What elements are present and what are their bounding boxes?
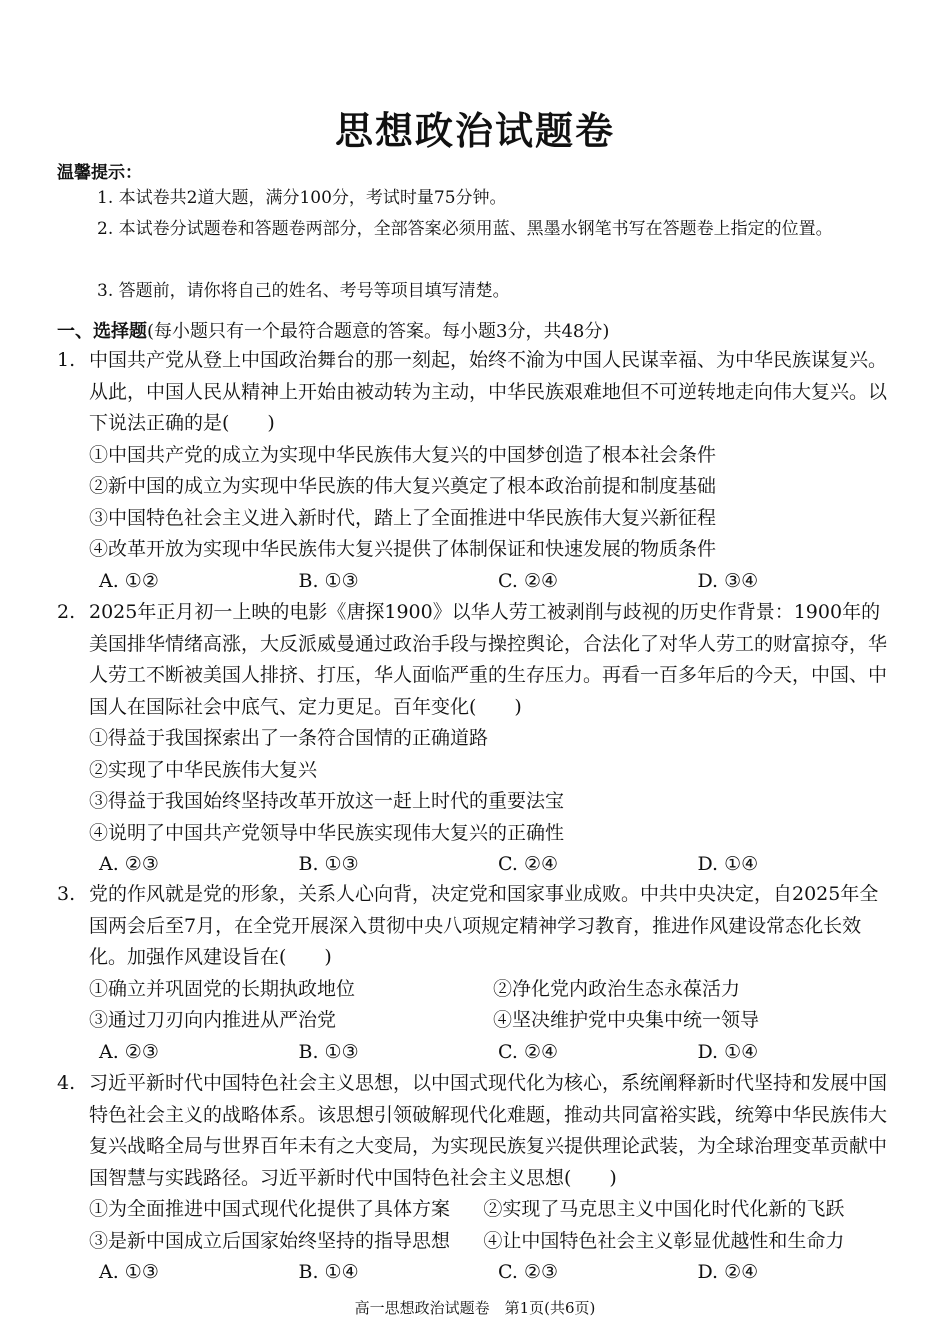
answer-choices (57, 1257, 897, 1289)
statement-2: ②净化党内政治生态永葆活力 (493, 977, 741, 1000)
choice-b[interactable]: B. ①③ (298, 569, 359, 592)
statement-1: ①确立并巩固党的长期执政地位 (89, 977, 356, 1000)
statement-row (57, 1005, 897, 1037)
choice-a[interactable]: A. ②③ (99, 1040, 159, 1063)
statement-1: ①中国共产党的成立为实现中华民族伟大复兴的中国梦创造了根本社会条件 (89, 443, 717, 466)
answer-choices (57, 849, 897, 881)
statement-2: ②实现了中华民族伟大复兴 (89, 758, 318, 781)
choice-a[interactable]: A. ②③ (99, 853, 159, 875)
statement-4: ④说明了中国共产党领导中华民族实现伟大复兴的正确性 (89, 821, 565, 844)
question-stem: 2025年正月初一上映的电影《唐探1900》以华人劳工被剥削与歧视的历史作背景：1900年的美国排华情绪高涨，大反派威曼通过政治手段与操控舆论，合法化了对华人劳工的财富掠夺，华人劳工不断被美国人排挤、打压，华人面临严重的生存压力。再看一百多年后的今天，中国、中国人在国际社会中底气、定力更足。百年变化( ) (89, 601, 888, 718)
statement-2: ②实现了马克思主义中国化时代化新的飞跃 (483, 1198, 845, 1220)
question-number: 2. (57, 601, 76, 623)
question-1 (57, 345, 897, 597)
statement-row (57, 1194, 897, 1226)
choice-c[interactable]: C. ②④ (498, 853, 559, 875)
question-stem: 党的作风就是党的形象，关系人心向背，决定党和国家事业成败。中共中央决定，自2025年全国两会后至7月，在全党开展深入贯彻中央八项规定精神学习教育，推进作风建设常态化长效化。加强作风建设旨在( ) (89, 883, 879, 968)
statement-4: ④坚决维护党中央集中统一领导 (493, 1009, 760, 1031)
section-note: (每小题只有一个最符合题意的答案。每小题3分，共48分) (147, 321, 610, 342)
tip-item: 3. 答题前，请你将自己的姓名、考号等项目填写清楚。 (97, 281, 510, 301)
statement-3: ③得益于我国始终坚持改革开放这一赶上时代的重要法宝 (89, 790, 565, 812)
statement-1: ①得益于我国探索出了一条符合国情的正确道路 (89, 727, 489, 749)
statement-3: ③中国特色社会主义进入新时代，踏上了全面推进中华民族伟大复兴新征程 (89, 506, 717, 529)
statement-3: ③通过刀刃向内推进从严治党 (89, 1009, 337, 1031)
question-2 (57, 597, 897, 881)
choice-a[interactable]: A. ①② (99, 569, 159, 592)
tip-item: 1. 本试卷共2道大题，满分100分，考试时量75分钟。 (97, 188, 507, 208)
question-stem: 中国共产党从登上中国政治舞台的那一刻起，始终不渝为中国人民谋幸福、为中华民族谋复兴。从此，中国人民从精神上开始由被动转为主动，中华民族艰难地但不可逆转地走向伟大复兴。以下说法正确的是( ) (89, 349, 888, 434)
question-stem: 习近平新时代中国特色社会主义思想，以中国式现代化为核心，系统阐释新时代坚持和发展中国特色社会主义的战略体系。该思想引领破解现代化难题，推动共同富裕实践，统筹中华民族伟大复兴战略全局与世界百年未有之大变局，为实现民族复兴提供理论武装，为全球治理变革贡献中国智慧与实践路径。习近平新时代中国特色社会主义思想( ) (89, 1072, 888, 1189)
answer-choices (57, 1037, 897, 1069)
tip-item: 2. 本试卷分试题卷和答题卷两部分，全部答案必须用蓝、黑墨水钢笔书写在答题卷上指定的位置。 (97, 219, 833, 239)
tips-heading: 温馨提示： (57, 163, 142, 183)
choice-b[interactable]: B. ①④ (298, 1261, 359, 1283)
section-heading (57, 317, 609, 343)
question-number: 3. (57, 883, 76, 905)
statement-row (57, 1226, 897, 1258)
question-3 (57, 879, 897, 1068)
question-number: 4. (57, 1072, 76, 1094)
choice-c[interactable]: C. ②③ (498, 1261, 559, 1283)
statement-3: ③是新中国成立后国家始终坚持的指导思想 (89, 1229, 451, 1252)
choice-c[interactable]: C. ②④ (498, 569, 559, 592)
choice-d[interactable]: D. ③④ (697, 569, 759, 592)
statement-2: ②新中国的成立为实现中华民族的伟大复兴奠定了根本政治前提和制度基础 (89, 475, 717, 497)
statement-4: ④让中国特色社会主义彰显优越性和生命力 (483, 1229, 845, 1252)
page-title: 思想政治试题卷 (334, 109, 615, 153)
section-label: 一、选择题 (57, 321, 147, 342)
question-number: 1. (57, 349, 76, 371)
choice-d[interactable]: D. ①④ (697, 853, 759, 875)
statement-4: ④改革开放为实现中华民族伟大复兴提供了体制保证和快速发展的物质条件 (89, 538, 717, 560)
choice-a[interactable]: A. ①③ (99, 1261, 159, 1283)
page-footer: 高一思想政治试题卷 第1页(共6页) (354, 1299, 596, 1317)
choice-d[interactable]: D. ②④ (697, 1261, 759, 1283)
choice-d[interactable]: D. ①④ (697, 1040, 759, 1063)
answer-choices (57, 566, 897, 598)
choice-b[interactable]: B. ①③ (298, 853, 359, 875)
statement-1: ①为全面推进中国式现代化提供了具体方案 (89, 1198, 451, 1220)
question-4 (57, 1068, 897, 1289)
choice-c[interactable]: C. ②④ (498, 1040, 559, 1063)
statement-row (57, 974, 897, 1006)
choice-b[interactable]: B. ①③ (298, 1040, 359, 1063)
